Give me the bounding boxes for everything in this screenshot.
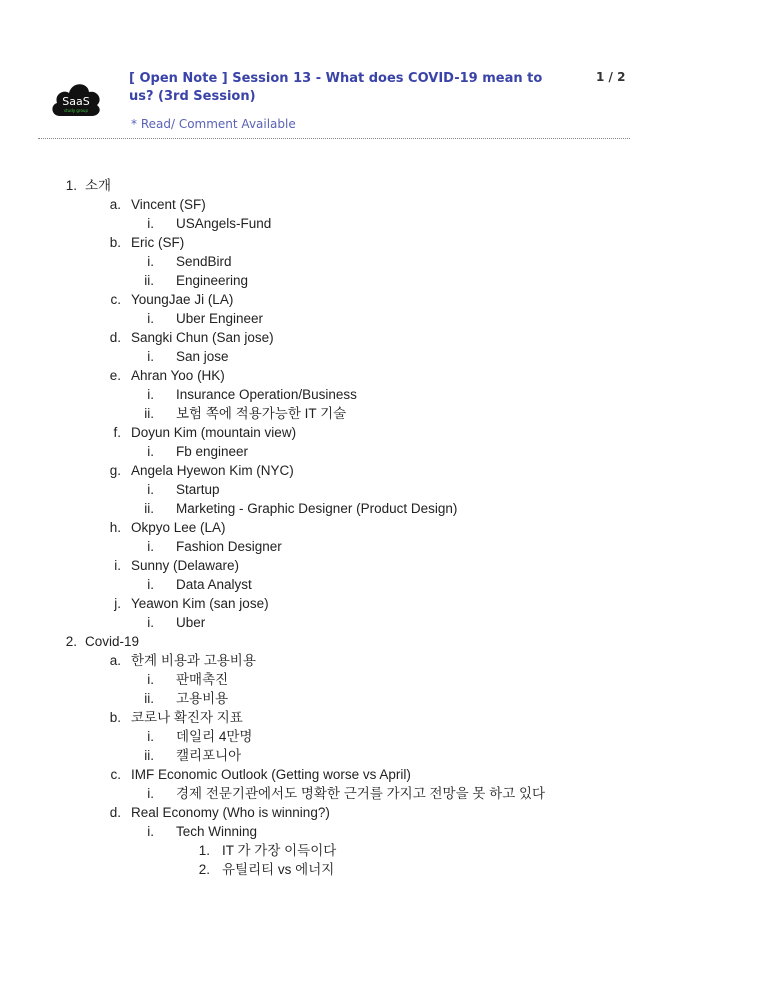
- saas-logo: [50, 76, 102, 118]
- list-marker: ii.: [144, 748, 154, 763]
- list-marker: i.: [147, 672, 154, 687]
- list-item-text: Vincent (SF): [131, 197, 206, 212]
- outline-item-level-3: [0, 214, 773, 233]
- outline-item-level-4: [0, 860, 773, 879]
- page-number: 1 / 2: [596, 70, 626, 84]
- list-item-text: Fb engineer: [176, 444, 249, 459]
- list-marker: i.: [147, 539, 154, 554]
- list-item-text: Angela Hyewon Kim (NYC): [131, 463, 294, 478]
- list-item-text: SendBird: [176, 254, 232, 269]
- list-marker: d.: [109, 805, 121, 820]
- meeting-notes-outline: [0, 176, 773, 879]
- list-marker: ii.: [144, 406, 154, 421]
- outline-item-level-3: [0, 746, 773, 765]
- outline-item-level-3: [0, 385, 773, 404]
- document-title: [ Open Note ] Session 13 - What does COVID-19 mean to us? (3rd Session): [129, 71, 543, 104]
- list-item-text: 소개: [85, 178, 112, 193]
- outline-item-level-2: [0, 594, 773, 613]
- list-marker: i.: [147, 786, 154, 801]
- outline-item-level-2: [0, 708, 773, 727]
- list-item-text: Engineering: [176, 273, 249, 288]
- list-marker: 1.: [198, 843, 210, 858]
- outline-item-level-3: [0, 442, 773, 461]
- list-item-text: USAngels-Fund: [176, 216, 272, 231]
- list-marker: i.: [147, 216, 154, 231]
- list-item-text: Insurance Operation/Business: [176, 387, 357, 402]
- list-marker: i.: [147, 615, 154, 630]
- list-item-text: Sunny (Delaware): [131, 558, 240, 573]
- outline-item-level-2: [0, 328, 773, 347]
- outline-item-level-3: [0, 480, 773, 499]
- outline-item-level-1: [0, 176, 773, 195]
- list-item-text: 유틸리티 vs 에너지: [222, 862, 335, 877]
- list-item-text: Tech Winning: [176, 824, 258, 839]
- list-item-text: Doyun Kim (mountain view): [131, 425, 297, 440]
- list-marker: b.: [109, 710, 121, 725]
- list-item-text: Okpyo Lee (LA): [131, 520, 226, 535]
- list-item-text: Yeawon Kim (san jose): [131, 596, 269, 611]
- outline-item-level-3: [0, 822, 773, 841]
- list-item-text: IMF Economic Outlook (Getting worse vs April): [131, 767, 411, 782]
- outline-item-level-3: [0, 499, 773, 518]
- list-item-text: 캘리포니아: [176, 748, 242, 763]
- list-item-text: Real Economy (Who is winning?): [131, 805, 330, 820]
- outline-item-level-2: [0, 423, 773, 442]
- outline-item-level-1: [0, 632, 773, 651]
- list-marker: b.: [109, 235, 121, 250]
- list-item-text: San jose: [176, 349, 229, 364]
- outline-item-level-3: [0, 670, 773, 689]
- outline-item-level-3: [0, 252, 773, 271]
- list-item-text: Uber Engineer: [176, 311, 264, 326]
- list-item-text: Startup: [176, 482, 220, 497]
- list-marker: c.: [110, 767, 121, 782]
- outline-item-level-3: [0, 404, 773, 423]
- list-marker: i.: [147, 577, 154, 592]
- list-marker: i.: [147, 387, 154, 402]
- list-item-text: Data Analyst: [176, 577, 252, 592]
- logo-text: SaaS: [62, 95, 90, 108]
- list-item-text: 데일리 4만명: [176, 729, 253, 744]
- outline-item-level-3: [0, 271, 773, 290]
- outline-item-level-3: [0, 537, 773, 556]
- outline-item-level-3: [0, 309, 773, 328]
- list-marker: a.: [109, 653, 121, 668]
- logo-subtext: study group: [64, 108, 88, 113]
- list-marker: 1.: [65, 178, 77, 193]
- list-item-text: Uber: [176, 615, 206, 630]
- list-marker: ii.: [144, 273, 154, 288]
- list-marker: j.: [114, 596, 121, 611]
- outline-item-level-3: [0, 613, 773, 632]
- list-marker: f.: [113, 425, 121, 440]
- list-item-text: Eric (SF): [131, 235, 185, 250]
- outline-item-level-4: [0, 841, 773, 860]
- list-item-text: YoungJae Ji (LA): [131, 292, 234, 307]
- outline-item-level-2: [0, 195, 773, 214]
- list-marker: a.: [109, 197, 121, 212]
- list-marker: ii.: [144, 501, 154, 516]
- list-item-text: 고용비용: [176, 691, 229, 706]
- outline-item-level-3: [0, 689, 773, 708]
- list-item-text: 보험 쪽에 적용가능한 IT 기술: [176, 406, 347, 421]
- outline-item-level-2: [0, 290, 773, 309]
- outline-item-level-2: [0, 461, 773, 480]
- list-item-text: Sangki Chun (San jose): [131, 330, 274, 345]
- list-marker: i.: [147, 729, 154, 744]
- list-marker: i.: [114, 558, 121, 573]
- list-item-text: 판매촉진: [176, 672, 229, 687]
- list-item-text: 코로나 확진자 지표: [131, 710, 243, 725]
- list-marker: g.: [109, 463, 121, 478]
- list-marker: i.: [147, 824, 154, 839]
- outline-item-level-2: [0, 765, 773, 784]
- outline-item-level-3: [0, 347, 773, 366]
- list-marker: ii.: [144, 691, 154, 706]
- list-marker: e.: [109, 368, 121, 383]
- list-marker: i.: [147, 444, 154, 459]
- list-item-text: Fashion Designer: [176, 539, 282, 554]
- outline-item-level-2: [0, 366, 773, 385]
- access-note: * Read/ Comment Available: [131, 117, 296, 131]
- list-marker: 2.: [198, 862, 210, 877]
- header-divider: [38, 138, 630, 139]
- list-marker: i.: [147, 349, 154, 364]
- list-item-text: 한계 비용과 고용비용: [131, 653, 256, 668]
- list-item-text: Marketing - Graphic Designer (Product Design): [176, 501, 458, 516]
- outline-item-level-2: [0, 803, 773, 822]
- outline-item-level-2: [0, 651, 773, 670]
- outline-item-level-2: [0, 556, 773, 575]
- list-marker: i.: [147, 311, 154, 326]
- list-marker: d.: [109, 330, 121, 345]
- outline-item-level-3: [0, 575, 773, 594]
- list-item-text: 경제 전문기관에서도 명확한 근거를 가지고 전망을 못 하고 있다: [176, 786, 546, 801]
- list-item-text: IT 가 가장 이득이다: [222, 843, 337, 858]
- outline-item-level-2: [0, 518, 773, 537]
- list-marker: i.: [147, 254, 154, 269]
- outline-item-level-3: [0, 727, 773, 746]
- list-marker: 2.: [65, 634, 77, 649]
- list-marker: c.: [110, 292, 121, 307]
- list-item-text: Ahran Yoo (HK): [131, 368, 225, 383]
- outline-item-level-2: [0, 233, 773, 252]
- outline-item-level-3: [0, 784, 773, 803]
- list-item-text: Covid-19: [85, 634, 140, 649]
- list-marker: h.: [109, 520, 121, 535]
- list-marker: i.: [147, 482, 154, 497]
